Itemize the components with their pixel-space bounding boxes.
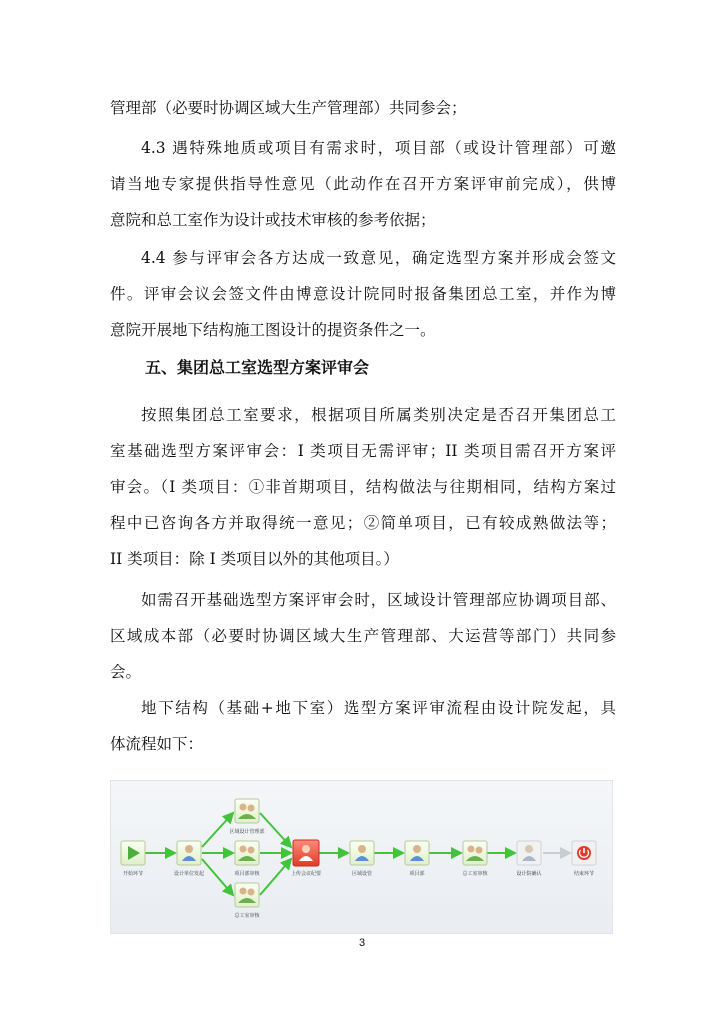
text-line: 请当地专家提供指导性意见（此动作在召开方案评审前完成），供博 bbox=[110, 175, 616, 193]
user-icon bbox=[240, 888, 247, 895]
text-line: 区域成本部（必要时协调区域大生产管理部、大运营等部门）共同参 bbox=[110, 627, 616, 645]
node-label-regional-design: 区域设计管理部 bbox=[229, 829, 265, 835]
regional-design-node[interactable] bbox=[235, 799, 259, 823]
text-line: 意院和总工室作为设计或技术审核的参考依据； bbox=[110, 211, 436, 229]
text-line: 程中已咨询各方并取得统一意见；②简单项目，已有较成熟做法等； bbox=[110, 514, 616, 532]
project-review-node[interactable] bbox=[405, 841, 429, 865]
regional-review-node[interactable] bbox=[350, 841, 374, 865]
node-label-design-unit: 设计单位发起 bbox=[173, 871, 205, 877]
text-line: 管理部（必要时协调区域大生产管理部）共同参会； bbox=[110, 99, 467, 117]
node-label-project-dept: 项目部审核 bbox=[234, 871, 260, 877]
text-line: 意院开展地下结构施工图设计的提资条件之一。 bbox=[110, 321, 436, 339]
page-number: 3 bbox=[358, 937, 366, 949]
text-line: 地下结构（基础+地下室）选型方案评审流程由设计院发起，具 bbox=[141, 699, 616, 717]
text-line: 会。 bbox=[110, 663, 142, 681]
node-label-upload: 上传会议纪要 bbox=[290, 871, 322, 877]
user-icon bbox=[302, 845, 310, 853]
node-label-end: 结束环节 bbox=[573, 871, 595, 877]
paragraph-coordination bbox=[110, 582, 616, 690]
design-unit-node[interactable] bbox=[177, 841, 201, 865]
flowchart-canvas bbox=[111, 781, 612, 933]
text-line: 体流程如下： bbox=[110, 735, 204, 753]
user-icon bbox=[185, 845, 193, 853]
node-label-regional-review: 区域设管 bbox=[351, 871, 373, 877]
paragraph-flow-intro bbox=[110, 690, 616, 762]
chief-review-node[interactable] bbox=[463, 841, 487, 865]
paragraph-1 bbox=[110, 90, 616, 126]
process-flowchart bbox=[110, 780, 613, 934]
user-icon bbox=[525, 845, 533, 853]
text-line: 4.4 参与评审会各方达成一致意见，确定选型方案并形成会签文 bbox=[141, 249, 616, 267]
text-line: 审会。（I 类项目：①非首期项目，结构做法与往期相同，结构方案过 bbox=[110, 478, 616, 496]
arrow bbox=[260, 859, 291, 895]
project-dept-node[interactable] bbox=[235, 841, 259, 865]
text-line: 如需召开基础选型方案评审会时，区域设计管理部应协调项目部、 bbox=[141, 591, 616, 609]
arrow bbox=[260, 813, 291, 847]
arrow bbox=[202, 859, 233, 895]
node-label-chief-review: 总工室审核 bbox=[462, 871, 488, 877]
user-icon bbox=[240, 846, 247, 853]
text-line: 按照集团总工室要求，根据项目所属类别决定是否召开集团总工 bbox=[141, 406, 616, 424]
paragraph-4-3 bbox=[110, 130, 616, 238]
arrow bbox=[202, 813, 233, 847]
text-line: 件。评审会议会签文件由博意设计院同时报备集团总工室，并作为博 bbox=[110, 285, 616, 303]
paragraph-review-rules bbox=[110, 397, 616, 577]
design-confirm-node[interactable] bbox=[517, 841, 541, 865]
user-icon bbox=[413, 845, 421, 853]
chief-engineer-node[interactable] bbox=[235, 883, 259, 907]
user-icon bbox=[358, 845, 366, 853]
user-icon bbox=[240, 804, 247, 811]
text-line: II 类项目：除 I 类项目以外的其他项目。） bbox=[110, 550, 399, 568]
section-heading: 五、集团总工室选型方案评审会 bbox=[145, 358, 370, 377]
end-node[interactable] bbox=[572, 841, 596, 865]
paragraph-4-4 bbox=[110, 240, 616, 348]
upload-minutes-node[interactable] bbox=[293, 840, 319, 866]
node-label-chief-engineer: 总工室审核 bbox=[234, 913, 260, 919]
node-label-start: 开始环节 bbox=[122, 871, 144, 877]
text-line: 4.3 遇特殊地质或项目有需求时，项目部（或设计管理部）可邀 bbox=[141, 139, 616, 157]
user-icon bbox=[468, 846, 475, 853]
node-label-project-review: 项目部 bbox=[409, 871, 425, 877]
node-label-design-confirm: 设计院确认 bbox=[516, 871, 542, 877]
text-line: 室基础选型方案评审会：I 类项目无需评审；II 类项目需召开方案评 bbox=[110, 442, 616, 460]
